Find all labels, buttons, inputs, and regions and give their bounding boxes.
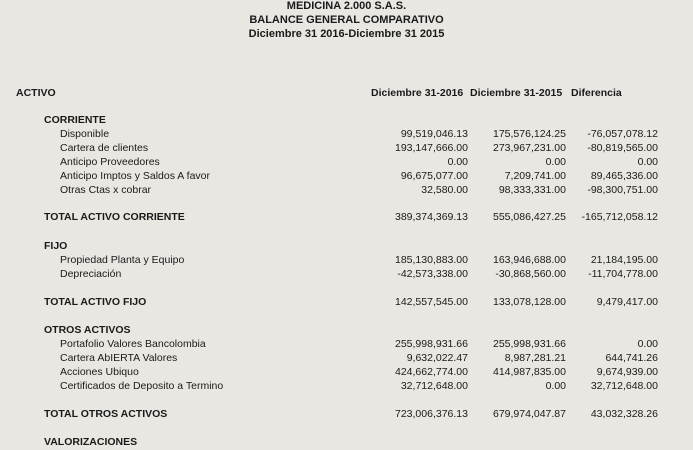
value-2015: 0.00 (545, 156, 566, 168)
column-header-2016: Diciembre 31-2016 (371, 87, 464, 99)
total-2015: 133,078,128.00 (493, 296, 566, 308)
value-2016: 96,675,077.00 (400, 170, 468, 182)
row-label: Anticipo Proveedores (60, 156, 160, 168)
column-header-2015: Diciembre 31-2015 (470, 87, 563, 99)
value-2016: 99,519,046.13 (400, 128, 468, 140)
value-2015: 0.00 (545, 380, 566, 392)
total-2015: 679,974,047.87 (493, 408, 566, 420)
value-diferencia: 32,712,648.00 (590, 380, 658, 392)
row-label: Disponible (60, 128, 110, 140)
row-label: Cartera de clientes (60, 142, 149, 154)
total-diferencia: 43,032,328.26 (590, 408, 658, 420)
row-label: Propiedad Planta y Equipo (60, 254, 185, 266)
row-label: Anticipo Imptos y Saldos A favor (60, 170, 210, 182)
value-2015: 8,987,281.21 (504, 352, 566, 364)
column-header-diferencia: Diferencia (571, 87, 622, 99)
value-diferencia: 89,465,336.00 (590, 170, 658, 182)
report-title: BALANCE GENERAL COMPARATIVO (249, 14, 444, 26)
value-diferencia: -80,819,565.00 (587, 142, 658, 154)
value-2016: 255,998,931.66 (395, 338, 468, 350)
row-label: Acciones Ubiquo (60, 366, 139, 378)
row-label: Depreciación (60, 268, 122, 280)
value-2016: 185,130,883.00 (395, 254, 468, 266)
total-2016: 389,374,369.13 (395, 211, 468, 223)
value-diferencia: -76,057,078.12 (587, 128, 658, 140)
total-diferencia: 9,479,417.00 (596, 296, 658, 308)
value-2016: 424,662,774.00 (395, 366, 468, 378)
section-heading-activo: ACTIVO (16, 87, 56, 99)
row-label: Portafolio Valores Bancolombia (60, 338, 206, 350)
value-2015: 175,576,124.25 (493, 128, 566, 140)
value-2016: -42,573,338.00 (397, 268, 468, 280)
value-2016: 32,712,648.00 (400, 380, 468, 392)
group-title-otros-activos: OTROS ACTIVOS (44, 324, 131, 336)
value-2015: -30,868,560.00 (495, 268, 566, 280)
value-2015: 414,987,835.00 (493, 366, 566, 378)
total-label: TOTAL ACTIVO CORRIENTE (44, 211, 185, 223)
group-title-corriente: CORRIENTE (44, 114, 106, 126)
value-diferencia: -11,704,778.00 (588, 268, 658, 280)
value-2016: 0.00 (447, 156, 468, 168)
value-2016: 193,147,666.00 (395, 142, 468, 154)
total-2016: 142,557,545.00 (395, 296, 468, 308)
report-period: Diciembre 31 2016-Diciembre 31 2015 (248, 28, 445, 40)
value-diferencia: 21,184,195.00 (590, 254, 658, 266)
row-label: Cartera AbIERTA Valores (60, 352, 178, 364)
value-2015: 7,209,741.00 (504, 170, 566, 182)
total-2016: 723,006,376.13 (395, 408, 468, 420)
value-2015: 98,333,331.00 (498, 184, 566, 196)
value-diferencia: 9,674,939.00 (596, 366, 658, 378)
value-2015: 255,998,931.66 (493, 338, 566, 350)
value-2015: 163,946,688.00 (493, 254, 566, 266)
value-2015: 273,967,231.00 (493, 142, 566, 154)
company-name: MEDICINA 2.000 S.A.S. (286, 0, 407, 12)
group-title-fijo: FIJO (44, 240, 68, 252)
value-2016: 9,632,022.47 (406, 352, 468, 364)
value-diferencia: 644,741.26 (605, 352, 658, 364)
value-diferencia: 0.00 (637, 338, 658, 350)
total-label: TOTAL OTROS ACTIVOS (44, 408, 168, 420)
row-label: Certificados de Deposito a Termino (60, 380, 224, 392)
value-diferencia: -98,300,751.00 (587, 184, 658, 196)
total-2015: 555,086,427.25 (493, 211, 566, 223)
value-diferencia: 0.00 (637, 156, 658, 168)
value-2016: 32,580.00 (421, 184, 468, 196)
total-diferencia: -165,712,058.12 (581, 211, 658, 223)
group-title-valorizaciones: VALORIZACIONES (44, 436, 138, 448)
total-label: TOTAL ACTIVO FIJO (44, 296, 147, 308)
row-label: Otras Ctas x cobrar (60, 184, 152, 196)
